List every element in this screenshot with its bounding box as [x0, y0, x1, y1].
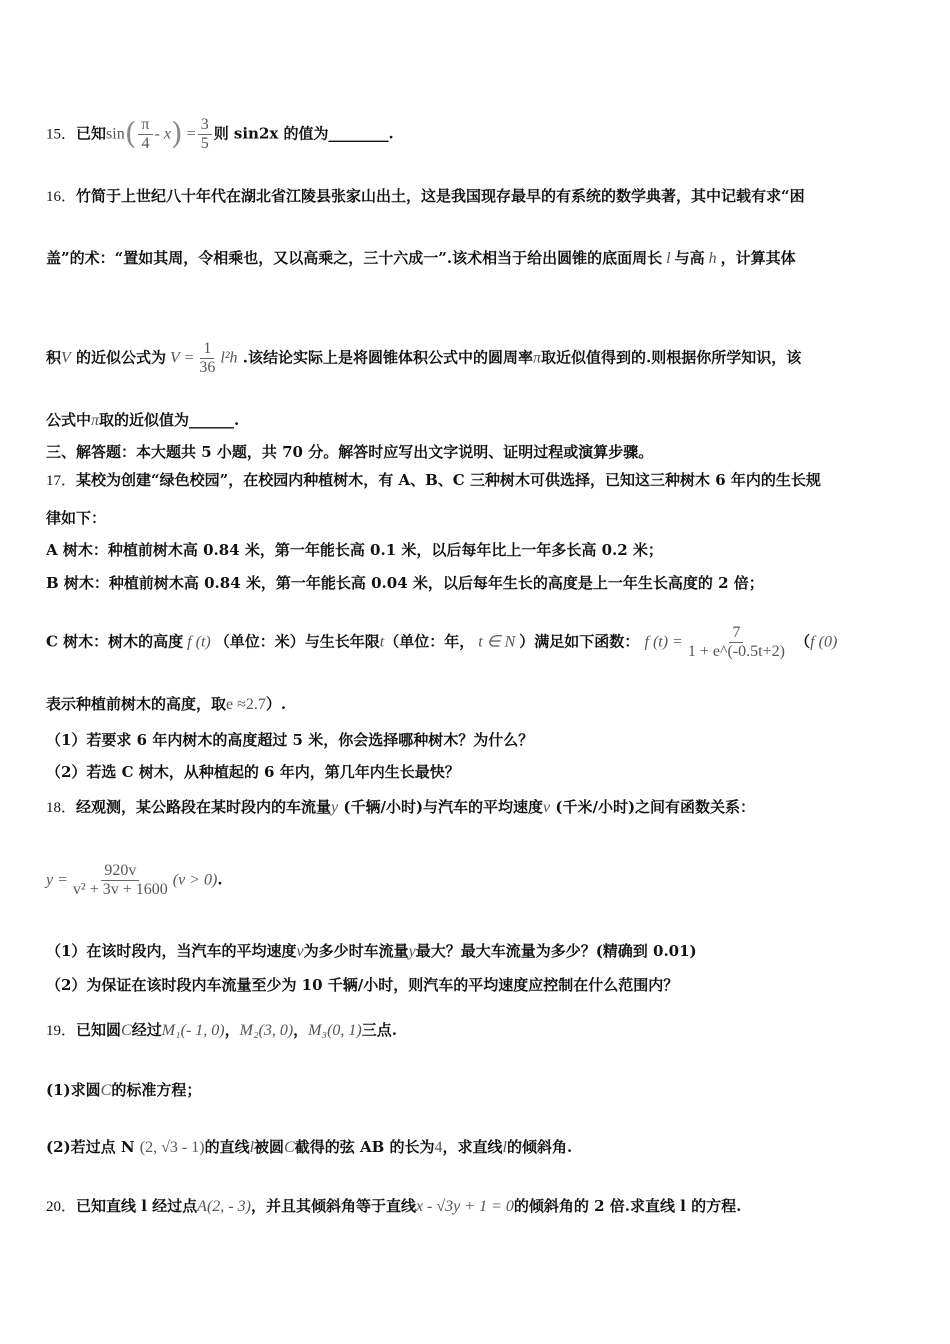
text-segment: 15．: [46, 126, 77, 143]
text-segment: ）满足如下函数：: [519, 632, 645, 651]
math-expression: C: [100, 1082, 112, 1099]
math-expression: f (0): [810, 633, 838, 651]
section-heading: [46, 442, 653, 462]
math-expression: C: [121, 1022, 132, 1039]
math-fraction: [138, 116, 152, 153]
q19-part-1: [46, 1080, 201, 1101]
text-segment: 取的近似值为______.: [99, 411, 240, 429]
text-segment: .该结论实际上是将圆锥体积公式中的圆周率: [237, 348, 534, 367]
q17-tree-c: [46, 624, 837, 661]
math-expression: π: [533, 349, 542, 367]
fraction-denominator: 5: [200, 135, 209, 152]
text-segment: ，并且其倾斜角等于直线: [250, 1197, 416, 1215]
text-segment: 与高: [674, 249, 705, 267]
math-expression: π: [91, 412, 100, 429]
text-segment: （1）若要求 6 年内树木的高度超过 5 米，你会选择哪种树木？为什么？: [46, 731, 534, 749]
q17-tree-a: [46, 540, 663, 560]
text-segment: 盖”的术：“置如其周，令相乘也，又以高乘之，三十六成一”.该术相当于给出圆锥的底面周长: [46, 249, 663, 267]
fraction-denominator: v² + 3v + 1600: [72, 881, 168, 898]
math-fraction: [198, 116, 212, 153]
q18-part-1: [46, 941, 697, 962]
text-segment: (千辆/小时)与汽车的平均速度: [338, 798, 544, 816]
text-segment: 律如下：: [46, 509, 107, 527]
math-expression: v: [296, 943, 304, 960]
text-segment: 截得的弦 AB 的长为: [294, 1138, 435, 1156]
math-expression: y: [331, 799, 339, 816]
math-expression: l²h: [220, 349, 238, 367]
text-segment: (千米/小时)之间有函数关系：: [550, 798, 756, 816]
q16-line-2: [46, 248, 796, 269]
text-segment: 取近似值得到的.则根据你所学知识，该: [541, 348, 802, 367]
text-segment: 已知: [76, 124, 107, 143]
math-expression: y =: [46, 871, 68, 889]
math-expression: V =: [166, 349, 195, 367]
fraction-denominator: 36: [199, 359, 216, 376]
text-segment: 则 sin2x 的值为________.: [213, 124, 394, 143]
math-expression: sin: [106, 125, 125, 143]
fraction-numerator: 3: [198, 116, 212, 135]
fraction-numerator: π: [138, 116, 152, 135]
text-segment: ，: [224, 1021, 240, 1039]
q18-formula: [46, 862, 223, 899]
text-segment: （2）为保证在该时段内车流量至少为 10 千辆/小时，则汽车的平均速度应控制在什么范围内？: [46, 976, 679, 994]
text-segment: 18．: [46, 800, 77, 816]
math-expression: l: [502, 1139, 507, 1156]
fraction-numerator: 920v: [101, 862, 139, 881]
q17-part-2: [46, 762, 460, 782]
fraction-denominator: 4: [141, 135, 150, 152]
math-expression: (v > 0): [172, 871, 218, 889]
text-segment: 已知直线 l 经过点: [76, 1197, 198, 1215]
math-expression: C: [284, 1139, 295, 1156]
q17-line-2: [46, 508, 106, 528]
math-expression: f (t): [183, 633, 215, 651]
text-segment: ，计算其体: [720, 249, 796, 267]
q16-line-3: [46, 340, 801, 377]
q17-line-1: [46, 470, 821, 491]
text-segment: 的近似公式为: [70, 348, 167, 367]
math-expression: - x: [154, 125, 171, 143]
q16-line-4: [46, 410, 239, 431]
q18-line-1: [46, 797, 755, 818]
q18-part-2: [46, 975, 678, 995]
math-expression: =: [182, 125, 196, 143]
text-segment: 20．: [46, 1199, 77, 1215]
math-expression: l: [249, 1139, 255, 1156]
q19-line: [46, 1020, 397, 1041]
q17-tree-c-2: [46, 694, 286, 715]
q17-tree-b: [46, 573, 764, 593]
text-segment: （2）若选 C 树木，从种植起的 6 年内，第几年内生长最快？: [46, 763, 460, 781]
fraction-numerator: 7: [729, 624, 743, 643]
math-expression: t ∈ N: [474, 633, 520, 651]
math-expression: V: [61, 349, 71, 367]
text-segment: （单位：米）与生长年限: [214, 632, 380, 651]
math-fraction: [70, 862, 171, 899]
text-segment: B 树木：种植前树木高 0.84 米，第一年能长高 0.04 米，以后每年生长的高度是上一年生长高度的 2 倍；: [46, 574, 764, 592]
fraction-denominator: 1 + e^(-0.5t+2): [687, 643, 785, 660]
text-segment: 最大？最大车流量为多少？(精确到 0.01): [415, 942, 697, 960]
q20-line: [46, 1196, 741, 1217]
text-segment: A 树木：种植前树木高 0.84 米，第一年能长高 0.1 米，以后每年比上一年多长高 0.2 米；: [46, 541, 663, 559]
q15-line: [46, 116, 394, 153]
text-segment: 17．: [46, 473, 77, 489]
text-segment: ，: [293, 1021, 309, 1039]
math-expression: (2, √3 - 1): [139, 1139, 205, 1156]
text-segment: 的直线: [204, 1138, 250, 1156]
math-expression: l: [662, 250, 675, 267]
text-segment: .: [217, 870, 223, 889]
text-segment: 某校为创建“绿色校园”，在校园内种植树木，有 A、B、C 三种树木可供选择，已知这三种树木 6 年内的生长规: [76, 471, 821, 489]
text-segment: 公式中: [46, 411, 92, 429]
text-segment: 竹简于上世纪八十年代在湖北省江陵县张家山出土，这是我国现存最早的有系统的数学典著，其中记载有求“困: [76, 187, 805, 205]
q16-line-1: [46, 186, 805, 207]
text-segment: （: [789, 632, 811, 651]
text-segment: ，求直线: [442, 1138, 503, 1156]
text-segment: 为多少时车流量: [303, 942, 409, 960]
text-segment: 的倾斜角.: [506, 1138, 573, 1156]
math-expression: v: [543, 799, 551, 816]
math-expression: t: [379, 633, 385, 651]
text-segment: C 树木：树木的高度: [46, 632, 184, 651]
text-segment: 已知圆: [76, 1021, 122, 1039]
math-expression: M₃(0, 1): [308, 1022, 362, 1039]
text-segment: （单位：年，: [384, 632, 475, 651]
q17-part-1: [46, 730, 533, 750]
math-expression: ): [170, 116, 183, 152]
text-segment: 19．: [46, 1023, 77, 1039]
math-expression: y: [408, 943, 416, 960]
text-segment: (2)若过点 N: [46, 1138, 140, 1156]
text-segment: 16．: [46, 189, 77, 205]
math-expression: f (t) =: [644, 633, 683, 651]
math-expression: M₂(3, 0): [239, 1022, 294, 1039]
text-segment: 的倾斜角的 2 倍.求直线 l 的方程.: [513, 1197, 742, 1215]
text-segment: (1)求圆: [46, 1081, 101, 1099]
math-expression: x - √3y + 1 = 0: [415, 1198, 514, 1215]
math-expression: 4: [434, 1139, 443, 1156]
text-segment: 表示种植前树木的高度，取: [46, 695, 227, 713]
q19-part-2: [46, 1137, 572, 1158]
math-expression: e ≈2.7: [226, 696, 266, 713]
text-segment: ）.: [265, 695, 287, 713]
math-expression: M₁(- 1, 0): [161, 1022, 225, 1039]
text-segment: 经观测，某公路段在某时段内的车流量: [76, 798, 332, 816]
text-segment: （1）在该时段内，当汽车的平均速度: [46, 942, 297, 960]
text-segment: 积: [46, 348, 62, 367]
text-segment: 三点.: [361, 1021, 397, 1039]
text-segment: 被圆: [254, 1138, 285, 1156]
text-segment: 的标准方程；: [111, 1081, 202, 1099]
text-segment: 经过: [131, 1021, 162, 1039]
text-segment: 三、解答题：本大题共 5 小题，共 70 分。解答时应写出文字说明、证明过程或演算步骤。: [46, 443, 654, 461]
math-fraction: [196, 340, 218, 377]
math-fraction: [685, 624, 788, 661]
math-expression: (: [124, 116, 137, 152]
fraction-numerator: 1: [200, 340, 214, 359]
math-expression: h: [704, 250, 721, 267]
math-expression: A(2, - 3): [197, 1198, 251, 1215]
